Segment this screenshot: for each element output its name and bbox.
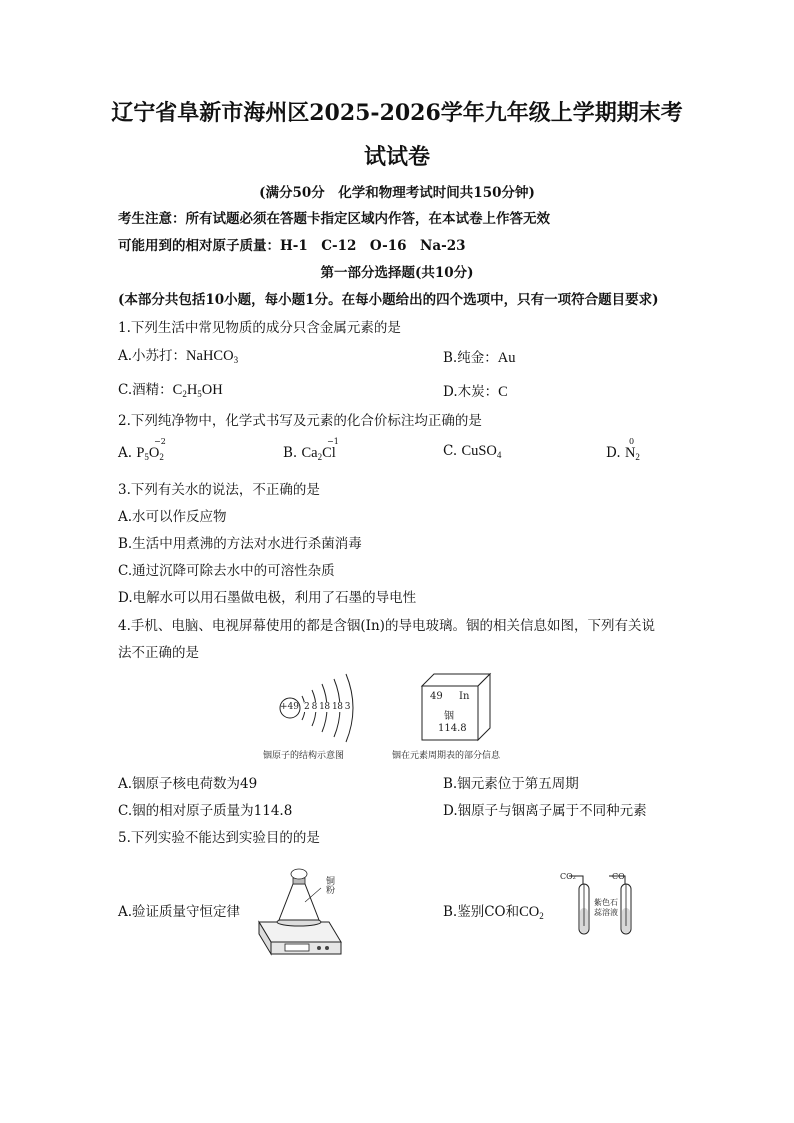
- periodic-cell-caption: 铟在元素周期表的部分信息: [392, 751, 501, 761]
- q1-option-d: D.木炭：C: [443, 384, 508, 400]
- tube2-gas-label: CO: [612, 872, 625, 881]
- q2-option-c: C. CuSO$_4$: [443, 443, 502, 460]
- q2-a-valence: −2: [154, 437, 166, 446]
- q1-option-c: C.酒精：$C_2H_5OH$: [118, 382, 223, 399]
- question-3-stem: 3.下列有关水的说法，不正确的是: [118, 482, 320, 498]
- notice: 考生注意：所有试题必须在答题卡指定区域内作答，在本试卷上作答无效: [118, 211, 550, 227]
- q2-d-valence: 0: [629, 437, 635, 446]
- q3-option-c: C.通过沉降可除去水中的可溶性杂质: [118, 563, 335, 579]
- copper-powder-label: 铜粉: [324, 876, 334, 894]
- q1-option-b: B.纯金：Au: [443, 350, 516, 366]
- q1-option-a: A.小苏打：NaHCO$_3$: [118, 348, 239, 365]
- question-2-stem: 2.下列纯净物中，化学式书写及元素的化合价标注均正确的是: [118, 413, 482, 429]
- page-title-cont: 试试卷: [363, 144, 430, 170]
- section-title: 第一部分选择题(共10分): [320, 265, 474, 281]
- electron-shell-counts: 2 8 18 18 3: [304, 702, 351, 712]
- q4-option-d: D.铟原子与铟离子属于不同种元素: [443, 803, 647, 819]
- litmus-solution-label: 紫色石蕊溶液: [594, 898, 618, 917]
- q4-option-a: A.铟原子核电荷数为49: [118, 776, 258, 792]
- q4-option-b: B.铟元素位于第五周期: [443, 776, 579, 792]
- q5-option-a: A.验证质量守恒定律: [118, 904, 241, 920]
- cell-atomic-mass: 114.8: [438, 723, 467, 734]
- cell-symbol: In: [459, 691, 470, 702]
- cell-atomic-number: 49: [430, 691, 443, 702]
- question-4-stem: 4.手机、电脑、电视屏幕使用的都是含铟(In)的导电玻璃。铟的相关信息如图，下列有关说: [118, 618, 655, 634]
- section-description: (本部分共包括10小题，每小题1分。在每小题给出的四个选项中，只有一项符合题目要求): [118, 292, 659, 308]
- subtitle: (满分50分 化学和物理考试时间共150分钟): [259, 185, 535, 201]
- q4-option-c: C.铟的相对原子质量为114.8: [118, 803, 293, 819]
- page-title: 辽宁省阜新市海州区2025-2026学年九年级上学期期末考: [111, 100, 683, 126]
- q5-option-b: B.鉴别CO和$CO_2$: [443, 904, 544, 921]
- question-5-stem: 5.下列实验不能达到实验目的的是: [118, 830, 320, 846]
- atomic-mass-note: 可能用到的相对原子质量：H-1 C-12 O-16 Na-23: [118, 238, 466, 254]
- q3-option-a: A.水可以作反应物: [118, 509, 227, 525]
- nucleus-label: +49: [280, 702, 299, 712]
- atom-diagram-caption: 铟原子的结构示意图: [263, 751, 345, 761]
- q2-option-d: D. $N_2$: [606, 445, 640, 462]
- q3-option-d: D.电解水可以用石墨做电极，利用了石墨的导电性: [118, 590, 417, 606]
- tube1-gas-label: CO₂: [560, 872, 576, 881]
- cell-name: 铟: [444, 711, 454, 722]
- q2-b-valence: −1: [327, 437, 339, 446]
- question-1-stem: 1.下列生活中常见物质的成分只含金属元素的是: [118, 320, 401, 336]
- q3-option-b: B.生活中用煮沸的方法对水进行杀菌消毒: [118, 536, 362, 552]
- question-4-stem-cont: 法不正确的是: [118, 645, 199, 661]
- q2-option-b: B. $Ca_2Cl$: [283, 445, 336, 462]
- q2-option-a: A. $P_5O_2$: [118, 445, 164, 462]
